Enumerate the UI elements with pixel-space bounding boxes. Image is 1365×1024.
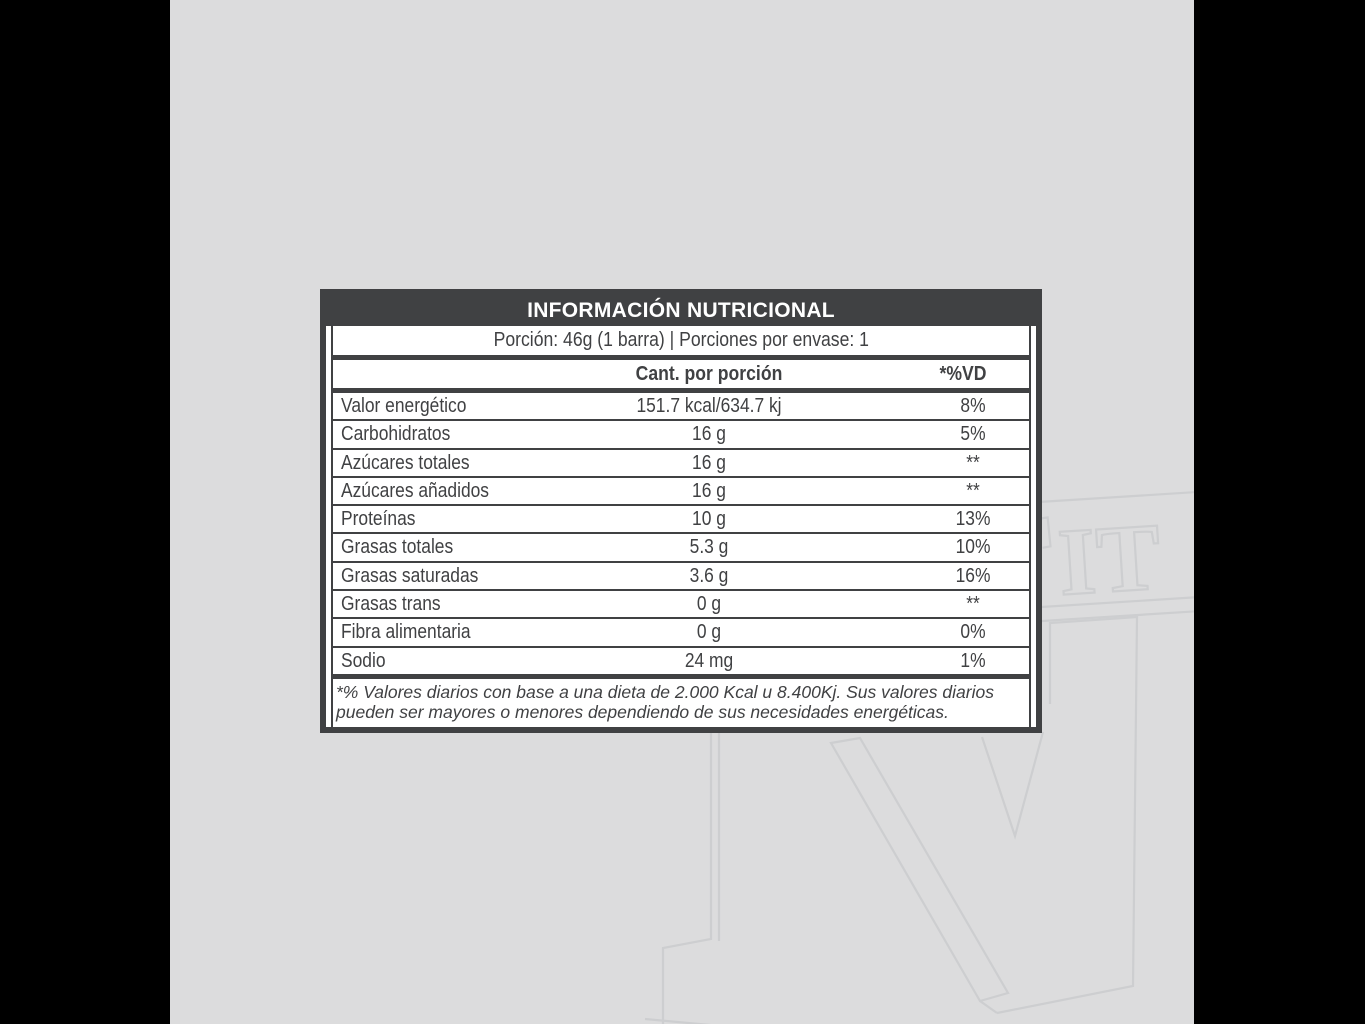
nutrient-label: Valor energético <box>341 395 467 417</box>
watermark-banner <box>1017 487 1194 622</box>
nutrition-facts-table <box>320 289 1042 733</box>
table-row <box>333 648 1029 679</box>
nutrient-daily-value: 10% <box>955 536 991 559</box>
nutrient-daily-value: 16% <box>955 564 991 587</box>
nutrient-label: Grasas trans <box>341 593 441 616</box>
nutrient-daily-value: ** <box>966 479 981 502</box>
nutrient-daily-value: 1% <box>960 649 986 672</box>
nutrient-amount: 24 mg <box>684 649 734 672</box>
footnote-line-1: *% Valores diarios con base a una dieta de 2.000 Kcal u 8.400Kj. Sus valores diarios <box>336 681 994 702</box>
footnote <box>333 679 1029 727</box>
nutrient-amount: 3.6 g <box>689 564 729 587</box>
nutrient-amount: 16 g <box>691 423 726 446</box>
nutrient-amount: 151.7 kcal/634.7 kj <box>636 395 782 417</box>
table-row <box>333 421 1029 449</box>
watermark-letter-t: T <box>1093 502 1164 614</box>
nutrient-label: Carbohidratos <box>341 423 451 446</box>
nutrient-label: Azúcares añadidos <box>341 479 489 502</box>
serving-row <box>333 326 1029 360</box>
nutrient-daily-value: ** <box>966 451 981 474</box>
table-title <box>326 295 1036 326</box>
amount-column-header: Cant. por porción <box>635 363 783 385</box>
banner-top-line <box>1017 487 1194 503</box>
letterbox-left <box>0 0 170 1024</box>
table-title-text: INFORMACIÓN NUTRICIONAL <box>527 298 835 322</box>
watermark-big-n <box>831 732 1043 1013</box>
daily-value-column-header: *%VD <box>939 363 987 385</box>
nutrient-daily-value: ** <box>966 593 981 616</box>
table-row <box>333 393 1029 421</box>
column-header-row <box>333 360 1029 393</box>
nutrient-amount: 10 g <box>691 508 726 531</box>
table-row <box>333 591 1029 619</box>
nutrient-amount: 5.3 g <box>689 536 729 559</box>
nutrient-amount: 0 g <box>696 621 721 644</box>
nutrient-label: Azúcares totales <box>341 451 470 474</box>
footnote-line-2: pueden ser mayores o menores dependiendo de sus necesidades energéticas. <box>336 702 949 723</box>
table-row <box>333 506 1029 534</box>
table-row <box>333 478 1029 506</box>
watermark-letter-i: I <box>1055 506 1100 616</box>
nutrient-label: Grasas totales <box>341 536 454 559</box>
nutrient-daily-value: 5% <box>960 423 986 446</box>
table-row <box>333 534 1029 562</box>
table-body <box>331 326 1031 727</box>
watermark-left-fragment <box>645 733 732 1024</box>
table-row <box>333 619 1029 647</box>
nutrient-amount: 0 g <box>696 593 721 616</box>
nutrient-label: Grasas saturadas <box>341 564 479 587</box>
nutrient-amount: 16 g <box>691 479 726 502</box>
nutrient-amount: 16 g <box>691 451 726 474</box>
nutrition-rows <box>333 393 1029 679</box>
table-row <box>333 563 1029 591</box>
nutrient-daily-value: 8% <box>960 395 986 417</box>
nutrient-label: Fibra alimentaria <box>341 621 471 644</box>
nutrient-daily-value: 0% <box>960 621 986 644</box>
nutrient-label: Sodio <box>341 649 386 672</box>
letterbox-right <box>1194 0 1365 1024</box>
product-label-background <box>170 0 1194 1024</box>
table-row <box>333 450 1029 478</box>
serving-text: Porción: 46g (1 barra) | Porciones por envase: 1 <box>493 329 869 351</box>
nutrient-label: Proteínas <box>341 508 416 531</box>
nutrient-daily-value: 13% <box>955 508 991 531</box>
